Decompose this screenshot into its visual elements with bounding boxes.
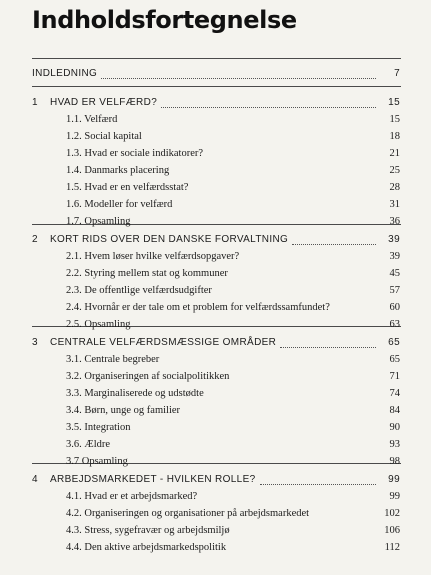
toc-entry-label: 1.5. Hvad er en velfærdsstat? [66,182,189,193]
toc-entry-label: 3.6. Ældre [66,439,111,450]
toc-section-row [32,214,400,230]
page-number: 39 [389,251,400,262]
toc-section-row [32,489,400,505]
toc-entry-label: 1.4. Danmarks placering [66,165,170,176]
toc-entry-label: 4.2. Organiseringen og organisationer på arbejdsmarkedet [66,508,310,519]
page-number: 106 [384,525,400,536]
section-divider [32,86,401,87]
toc-section-row [32,249,400,265]
toc-entry-label: 3.2. Organiseringen af socialpolitikken [66,371,230,382]
page-number: 65 [389,354,400,365]
dot-leader [101,69,376,79]
toc-chapter-row [32,95,400,111]
toc-section-row [32,454,400,470]
dot-leader [280,338,376,348]
page-number: 28 [389,182,400,193]
chapter-number: 4 [32,474,38,485]
page-number: 31 [389,199,400,210]
toc-entry-label: 1.7. Opsamling [66,216,131,227]
toc-section-row [32,300,400,316]
toc-section-row [32,369,400,385]
chapter-number: 1 [32,97,38,108]
page-number: 90 [389,422,400,433]
toc-section-row [32,352,400,368]
page-number: 36 [389,216,400,227]
toc-entry-label: 1.3. Hvad er sociale indikatorer? [66,148,204,159]
toc-section-row [32,317,400,333]
toc-section-row [32,437,400,453]
toc-entry-label: ARBEJDSMARKEDET - HVILKEN ROLLE? [50,474,256,485]
toc-entry-label: 1.6. Modeller for velfærd [66,199,173,210]
toc-entry-label: 3.1. Centrale begreber [66,354,160,365]
toc-entry-label: 4.3. Stress, sygefravær og arbejdsmiljø [66,525,230,536]
dot-leader [161,98,376,108]
page-number: 60 [389,302,400,313]
toc-section-row [32,540,400,556]
page-number: 98 [389,456,400,467]
dot-leader [292,235,376,245]
page-number: 99 [389,491,400,502]
toc-entry-label: HVAD ER VELFÆRD? [50,97,158,108]
toc-section-row [32,266,400,282]
toc-section-row [32,420,400,436]
toc-section-row [32,112,400,128]
dot-leader [260,475,376,485]
toc-entry-label: INDLEDNING [32,68,98,79]
toc-section-row [32,180,400,196]
page-number: 7 [394,68,400,79]
toc-section-row [32,163,400,179]
page-number: 25 [389,165,400,176]
toc-section-row [32,403,400,419]
page-number: 39 [388,234,400,245]
toc-entry-label: 3.3. Marginaliserede og udstødte [66,388,204,399]
page-number: 93 [389,439,400,450]
toc-entry-label: 1.1. Velfærd [66,114,118,125]
page-number: 84 [389,405,400,416]
page-number: 112 [384,542,400,553]
page-number: 18 [389,131,400,142]
page-title: Indholdsfortegnelse [32,6,297,34]
toc-entry-label: 2.5. Opsamling [66,319,131,330]
page-number: 99 [388,474,400,485]
toc-entry-label: 3.4. Børn, unge og familier [66,405,181,416]
page-number: 15 [389,114,400,125]
section-divider [32,58,401,59]
toc-entry-label: 3.7 Opsamling [66,456,128,467]
toc-section-row [32,197,400,213]
toc-entry-label: 4.1. Hvad er et arbejdsmarked? [66,491,198,502]
page-number: 21 [389,148,400,159]
toc-chapter-row [32,232,400,248]
page-number: 71 [389,371,400,382]
toc-entry-label: 2.3. De offentlige velfærdsudgifter [66,285,212,296]
toc-chapter-row [32,335,400,351]
toc-chapter-row [32,66,400,82]
toc-entry-label: 2.4. Hvornår er der tale om et problem for velfærdssamfundet? [66,302,330,313]
toc-section-row [32,523,400,539]
toc-chapter-row [32,472,400,488]
toc-entry-label: 3.5. Integration [66,422,131,433]
page-number: 15 [388,97,400,108]
toc-entry-label: KORT RIDS OVER DEN DANSKE FORVALTNING [50,234,289,245]
toc-section-row [32,129,400,145]
page-number: 102 [384,508,400,519]
toc-entry-label: 1.2. Social kapital [66,131,142,142]
page-number: 45 [389,268,400,279]
toc-section-row [32,283,400,299]
chapter-number: 3 [32,337,38,348]
toc-entry-label: 2.2. Styring mellem stat og kommuner [66,268,228,279]
page-number: 63 [389,319,400,330]
page-number: 74 [389,388,400,399]
page-number: 65 [388,337,400,348]
toc-section-row [32,146,400,162]
toc-entry-label: CENTRALE VELFÆRDSMÆSSIGE OMRÅDER [50,337,277,348]
toc-section-row [32,386,400,402]
chapter-number: 2 [32,234,38,245]
toc-section-row [32,506,400,522]
toc-entry-label: 2.1. Hvem løser hvilke velfærdsopgaver? [66,251,240,262]
toc-entry-label: 4.4. Den aktive arbejdsmarkedspolitik [66,542,227,553]
page-number: 57 [389,285,400,296]
